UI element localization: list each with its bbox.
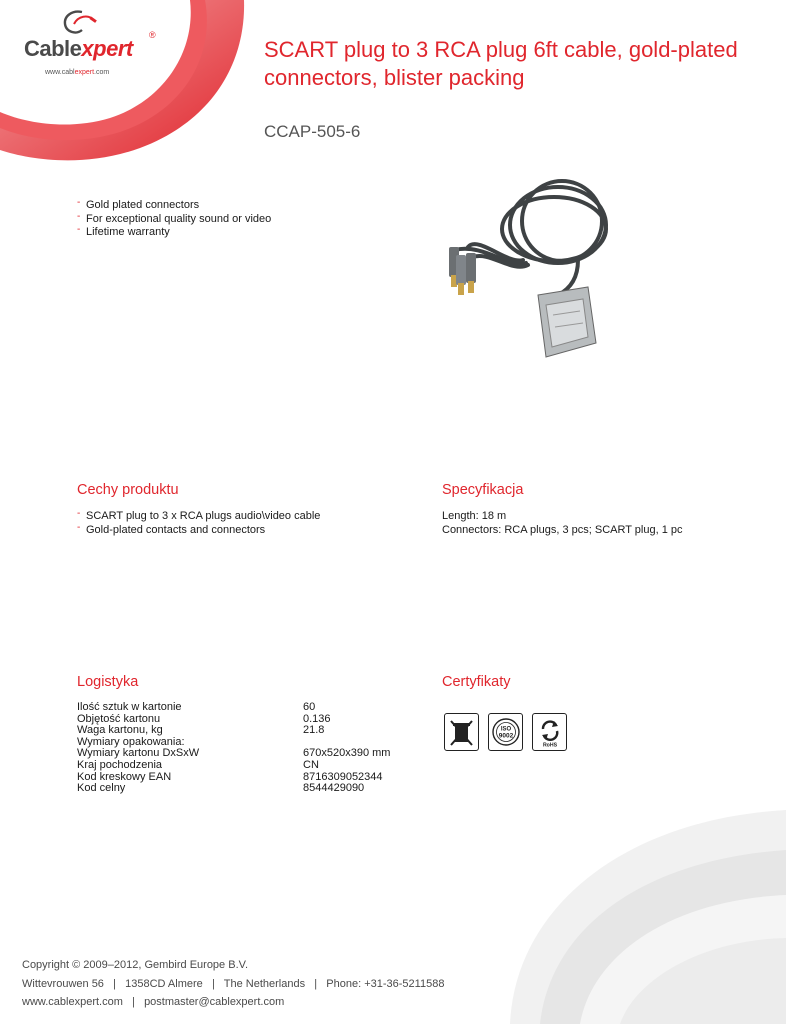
list-item: - Gold-plated contacts and connectors [77, 524, 417, 538]
features-heading: Cechy produktu [77, 482, 179, 498]
logo-url [45, 69, 109, 76]
footer-contacts: www.cablexpert.com | postmaster@cablexpert.com [22, 996, 285, 1008]
svg-text:ISO: ISO [500, 726, 511, 733]
logo-url-suffix: .com [94, 69, 110, 76]
product-sku: CCAP-505-6 [264, 122, 361, 141]
product-image [428, 165, 628, 365]
list-item: - Gold plated connectors [77, 199, 377, 213]
footer-address: Wittevrouwen 56 | 1358CD Almere | The Netherlands | Phone: +31-36-5211588 [22, 978, 445, 990]
logo-text-accent: xpert [81, 36, 133, 61]
logo-url-prefix: www.cabl [45, 69, 75, 76]
certificates-row [444, 713, 567, 751]
list-item: - Lifetime warranty [77, 226, 377, 240]
table-row: Kod celny 8544429090 [77, 782, 365, 795]
table-row: Kod kreskowy EAN 8716309052344 [77, 770, 383, 783]
spec-line: Connectors: RCA plugs, 3 pcs; SCART plug, 1 pc [442, 523, 683, 536]
svg-text:RoHS: RoHS [542, 742, 557, 748]
logo-url-accent: expert [74, 69, 95, 76]
logistics-table [77, 702, 390, 795]
table-row: Wymiary kartonu DxSxW 670x520x390 mm [77, 747, 391, 760]
table-row: Kraj pochodzenia CN [77, 758, 319, 771]
specs-block [442, 510, 772, 537]
table-row: Waga kartonu, kg 21.8 [77, 724, 325, 737]
table-row: Objętość kartonu 0.136 [77, 712, 331, 725]
scart-plug-icon [538, 287, 596, 357]
features-list [77, 510, 417, 537]
iso-9002-icon [488, 713, 523, 751]
table-row: Wymiary opakowania: [77, 735, 185, 748]
footer-swoosh-decoration [470, 790, 786, 1024]
registered-mark: ® [149, 30, 156, 40]
list-item: - SCART plug to 3 x RCA plugs audio\video cable [77, 510, 417, 524]
table-row: Ilość sztuk w kartonie 60 [77, 701, 316, 713]
product-title: SCART plug to 3 RCA plug 6ft cable, gold-plated connectors, blister packing [264, 37, 738, 90]
rohs-icon [532, 713, 567, 751]
logistics-heading: Logistyka [77, 674, 139, 690]
certificates-heading: Certyfikaty [442, 674, 511, 690]
rca-plug-icon [449, 247, 476, 295]
product-highlights [77, 199, 377, 240]
spec-line: Length: 18 m [442, 510, 507, 522]
list-item: - For exceptional quality sound or video [77, 213, 377, 227]
logo-text-main: Cable [24, 36, 82, 61]
footer-copyright: Copyright © 2009–2012, Gembird Europe B.V. [22, 959, 249, 971]
cable-loop-logo-icon [60, 8, 100, 38]
svg-text:9002: 9002 [498, 732, 513, 740]
specs-heading: Specyfikacja [442, 482, 524, 498]
brand-logo [20, 6, 160, 76]
weee-bin-icon [444, 713, 479, 751]
